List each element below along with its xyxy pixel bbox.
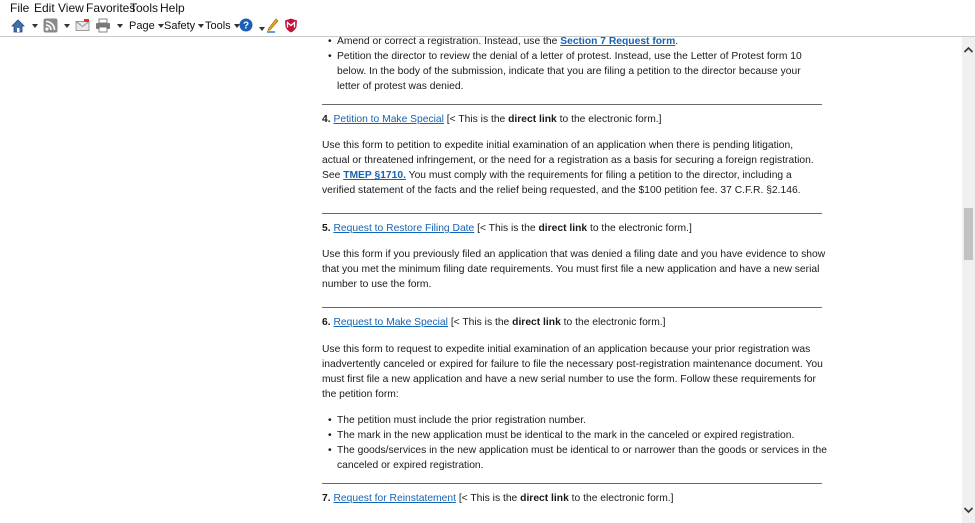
menu-help[interactable]: Help: [160, 1, 185, 15]
tools-menu-label: Tools: [205, 20, 231, 32]
menu-file[interactable]: File: [10, 1, 30, 15]
form-heading: 7. Request for Reinstatement [< This is the direct link to the electronic form.]: [322, 493, 674, 504]
list-item-text: Amend or correct a registration. Instead, use the Section 7 Request form.: [337, 37, 679, 47]
divider: [322, 307, 822, 308]
chevron-down-icon: [117, 24, 123, 28]
page-menu-label: Page: [129, 20, 155, 32]
safety-menu-label: Safety: [164, 20, 196, 32]
menu-favorites[interactable]: Favorites: [86, 1, 136, 15]
divider: [322, 104, 822, 105]
chevron-down-icon: [158, 24, 164, 28]
vertical-scrollbar[interactable]: [962, 37, 975, 523]
page-viewport: • Amend or correct a registration. Instead, use the Section 7 Request form. • Petition the director to review the denial of a letter of protest. Instead, use the Letter of Protest form 10 below. In the body of the submission, indicate that you are filing a petition to the director because your letter of protest was denied. 4. Petition to Make Special [< This is the direct link to the electronic form.] Use this form to petition to expedite initial examination of an application when there is pending litigation, actual or threatened infringement, or the need for a registration as a basis for securing a foreign registration. See TMEP §1710. You must comply with the requirements for filing a petition to the director, including a verified statement of the facts and the relief being requested, and the $100 petition fee. 37 C.F.R. §2.146. 5. Request to Restore Filing Date [< This is the direct link to the electronic form.] Use this form if you previously filed an application that was denied a filing date and you have evidence to show that you met the minimum filing date requirements. You must first file a new application and have a new serial number to use the form. 6. Request to Make Special [< This is the direct link to the electronic form.] Use this form to request to expedite initial examination of an application because your prior registration was inadvertently canceled or expired for failure to file the necessary post-registration maintenance document. You must first file a new application and have a new serial number to use the form. Follow these requirements for the petition form: • The petition must include the prior registration number. • The mark in the new application must be identical to the mark in the canceled or expired registration. • The goods/services in the new application must be identical to or narrower than the goods or services in the canceled or expired registration. 7. Request for Reinstatement [< This is the direct link to the electronic form.]: [0, 37, 962, 523]
mail-icon: [75, 18, 90, 33]
chevron-up-icon: [962, 44, 975, 56]
scroll-up-button[interactable]: [962, 43, 975, 55]
list-item-text: The mark in the new application must be identical to the mark in the canceled or expired registration.: [337, 430, 795, 441]
tmep-1710-link[interactable]: TMEP §1710.: [343, 170, 406, 181]
bullet: •: [328, 445, 332, 456]
pen-icon: [266, 18, 279, 33]
command-bar: [0, 16, 975, 37]
read-mail-button[interactable]: [75, 18, 90, 34]
bullet: •: [328, 51, 332, 62]
home-button[interactable]: [10, 18, 26, 34]
rss-icon: [43, 18, 58, 33]
form-description: Use this form if you previously filed an application that was denied a filing date and you have evidence to show that you met the minimum filing date requirements. You must first file a new application and have a new serial number to use the form.: [322, 249, 826, 290]
menu-view[interactable]: View: [58, 1, 84, 15]
petition-to-make-special-link[interactable]: Petition to Make Special: [333, 114, 444, 125]
bullet: •: [328, 415, 332, 426]
safety-menu[interactable]: [164, 18, 204, 34]
form-heading: 5. Request to Restore Filing Date [< This is the direct link to the electronic form.]: [322, 223, 692, 234]
divider: [322, 483, 822, 484]
scroll-down-button[interactable]: [962, 503, 975, 515]
printer-icon: [95, 18, 111, 33]
home-dropdown[interactable]: [29, 18, 38, 34]
chevron-down-icon: [259, 27, 265, 31]
bullet: •: [328, 37, 332, 47]
shield-icon: [284, 18, 298, 33]
request-for-reinstatement-link[interactable]: Request for Reinstatement: [333, 493, 456, 504]
section-7-request-link[interactable]: Section 7 Request form: [560, 37, 676, 47]
feeds-dropdown[interactable]: [61, 18, 70, 34]
form-heading: 4. Petition to Make Special [< This is the direct link to the electronic form.]: [322, 114, 662, 125]
tools-menu[interactable]: [205, 18, 240, 34]
feeds-button[interactable]: [43, 18, 58, 34]
page-menu[interactable]: [129, 18, 164, 34]
help-button[interactable]: [239, 18, 265, 34]
bullet: •: [328, 430, 332, 441]
security-extension-button[interactable]: [284, 18, 298, 34]
divider: [322, 213, 822, 214]
print-button[interactable]: [95, 18, 111, 34]
print-dropdown[interactable]: [114, 18, 123, 34]
request-to-make-special-link[interactable]: Request to Make Special: [333, 317, 448, 328]
help-icon: [239, 18, 253, 32]
form-heading: 6. Request to Make Special [< This is the direct link to the electronic form.]: [322, 317, 666, 328]
form-description: Use this form to request to expedite initial examination of an application because your prior registration was inadvertently canceled or expired for failure to file the necessary post-registration maintenance document. You must first file a new application and have a new serial number to use the form. Follow these requirements for the petition form:: [322, 344, 823, 400]
svg-text:?: ?: [242, 20, 250, 32]
chevron-down-icon: [198, 24, 204, 28]
chevron-down-icon: [64, 24, 70, 28]
home-icon: [10, 18, 26, 34]
chevron-down-icon: [32, 24, 38, 28]
request-to-restore-filing-date-link[interactable]: Request to Restore Filing Date: [333, 223, 475, 234]
list-item-text: The petition must include the prior registration number.: [337, 415, 586, 426]
menu-tools[interactable]: Tools: [130, 1, 159, 15]
menu-edit[interactable]: Edit: [34, 1, 55, 15]
chevron-down-icon: [962, 504, 975, 516]
scroll-thumb[interactable]: [964, 208, 973, 260]
form-description: Use this form to petition to expedite initial examination of an application when there is pending litigation, actual or threatened infringement, or the need for a registration as a basis for securing a foreign registration. See TMEP §1710. You must comply with the requirements for filing a petition to the director, including a verified statement of the facts and the relief being requested, and the $100 petition fee. 37 C.F.R. §2.146.: [322, 140, 814, 196]
research-button[interactable]: [266, 18, 279, 34]
menu-bar: [0, 0, 975, 16]
